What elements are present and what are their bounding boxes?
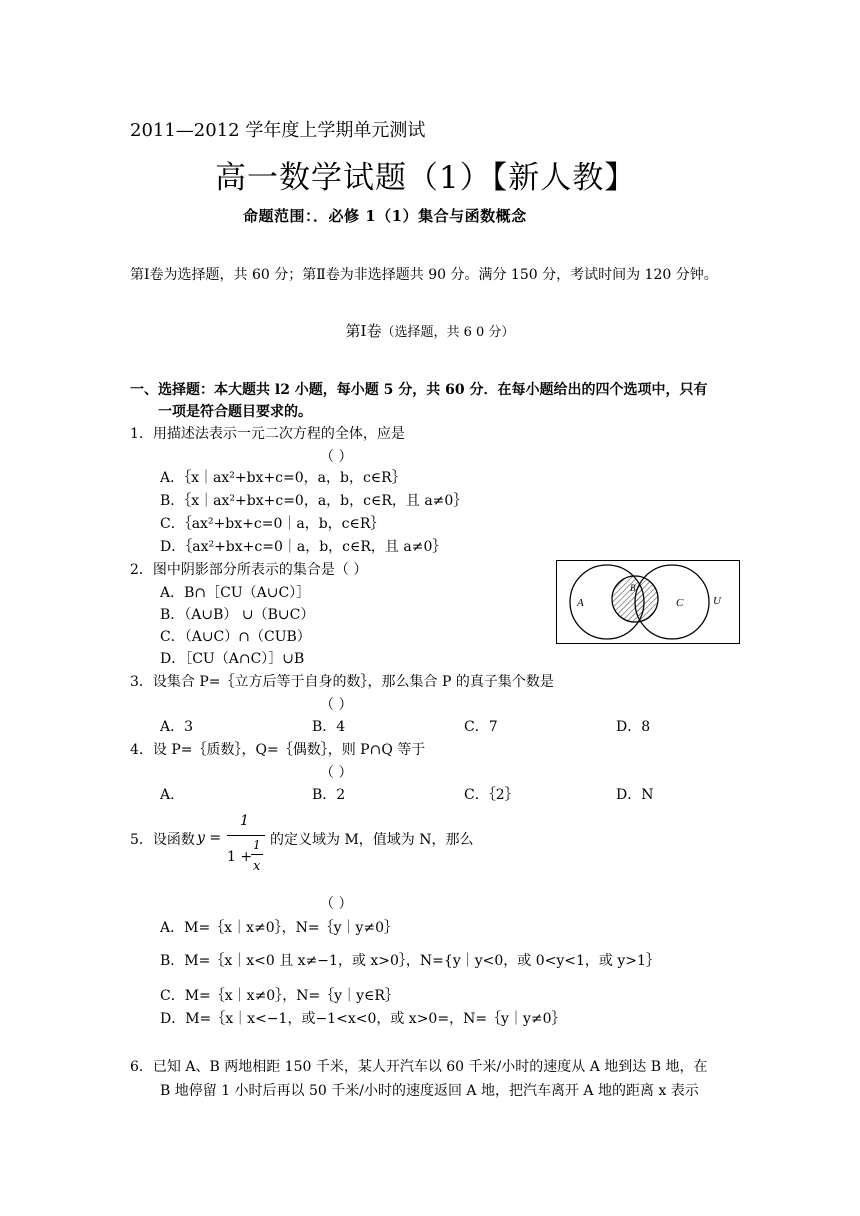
q2-option-c: C．（A∪C）∩（CUB）: [160, 629, 311, 645]
q2-option-d: D．［CU（A∩C）］∪B: [160, 651, 305, 667]
q1-stem: 1．用描述法表示一元二次方程的全体，应是: [130, 426, 405, 442]
q4-stem: 4．设 P=｛质数｝，Q=｛偶数｝，则 P∩Q 等于: [130, 742, 426, 758]
q5-option-b: B．M=｛x｜x<0 且 x≠−1，或 x>0｝，N={y｜y<0，或 0<y<1，或 y>1｝: [160, 953, 660, 969]
q4-option-c: C．｛2｝: [464, 787, 519, 803]
q1-option-b: B．｛x｜ax²+bx+c=0，a，b，c∈R，且 a≠0｝: [160, 493, 468, 509]
exam-title: 高一数学试题（1）【新人教】: [215, 160, 637, 196]
q1-option-d: D．｛ax²+bx+c=0｜a，b，c∈R，且 a≠0｝: [160, 539, 447, 555]
q5-stem-suffix: 的定义域为 M，值域为 N，那么: [270, 832, 474, 848]
q1-option-c: C．｛ax²+bx+c=0｜a，b，c∈R｝: [160, 516, 385, 532]
section-1-label: 第Ⅰ卷: [345, 322, 382, 340]
q6-stem-line2: B 地停留 1 小时后再以 50 千米/小时的速度返回 A 地，把汽车离开 A 地的距离 x 表示: [160, 1083, 699, 1099]
q1-answer-blank: （ ）: [320, 449, 353, 465]
q5-formula-inner-num: 1: [253, 838, 261, 852]
q5-stem-prefix: 5．设函数: [130, 832, 195, 848]
part-1-instructions-line2: 一项是符合题目要求的。: [158, 404, 312, 420]
q5-formula-denominator-a: 1 +: [227, 849, 253, 865]
q3-option-a: A．3: [160, 719, 194, 735]
q4-answer-blank: （ ）: [320, 765, 353, 781]
q5-formula-y: y =: [197, 830, 222, 846]
q5-formula-numerator: 1: [240, 813, 249, 829]
q2-option-a: A．B∩［CU（A∪C）］: [160, 585, 311, 601]
q5-formula-inner-den: x: [253, 859, 261, 874]
q3-answer-blank: （ ）: [320, 697, 353, 713]
q3-option-c: C．7: [464, 719, 498, 735]
q4-option-b: B．2: [312, 787, 346, 803]
q5-option-d: D．M=｛x｜x<−1，或−1<x<0，或 x>0=，N=｛y｜y≠0｝: [160, 1011, 566, 1027]
q1-option-a: A．｛x｜ax²+bx+c=0，a，b，c∈R｝: [160, 470, 406, 486]
q2-stem: 2．图中阴影部分所表示的集合是（ ）: [130, 562, 368, 578]
venn-diagram-svg: [557, 561, 739, 643]
venn-label-u: U: [713, 595, 721, 607]
year-line: 2011—2012 学年度上学期单元测试: [130, 120, 426, 141]
q5-formula-fraction-bar: [227, 835, 265, 836]
q2-option-b: B．（A∪B） ∪（B∪C）: [160, 607, 315, 623]
q3-option-b: B．4: [312, 719, 346, 735]
q3-option-d: D．8: [616, 719, 651, 735]
exam-subtitle: 命题范围：．必修 1（1）集合与函数概念: [243, 207, 527, 225]
section-1-title: [0, 320, 860, 341]
q5-formula-inner-bar: [251, 854, 263, 855]
q5-answer-blank: （ ）: [320, 896, 353, 912]
q4-option-a: A．: [160, 787, 185, 803]
venn-diagram: [556, 560, 740, 644]
part-1-instructions-line1: 一、选择题：本大题共 l2 小题，每小题 5 分，共 60 分．在每小题给出的四个选项中，只有: [130, 382, 708, 398]
q5-option-a: A．M=｛x｜x≠0｝，N=｛y｜y≠0｝: [160, 920, 399, 936]
section-1-note: （选择题，共 6 0 分）: [381, 325, 515, 340]
exam-intro: 第Ⅰ卷为选择题，共 60 分；第Ⅱ卷为非选择题共 90 分。满分 150 分，考试时间为 120 分钟。: [130, 267, 718, 283]
venn-label-c: C: [676, 597, 684, 609]
q4-option-d: D．N: [616, 787, 654, 803]
q3-stem: 3．设集合 P=｛立方后等于自身的数｝，那么集合 P 的真子集个数是: [130, 674, 554, 690]
q5-option-c: C．M=｛x｜x≠0｝，N=｛y｜y∈R｝: [160, 988, 399, 1004]
venn-label-b: B: [630, 583, 636, 593]
q6-stem-line1: 6．已知 A、B 两地相距 150 千米，某人开汽车以 60 千米/小时的速度从 A 地到达 B 地，在: [130, 1059, 708, 1075]
venn-label-a: A: [577, 597, 584, 609]
